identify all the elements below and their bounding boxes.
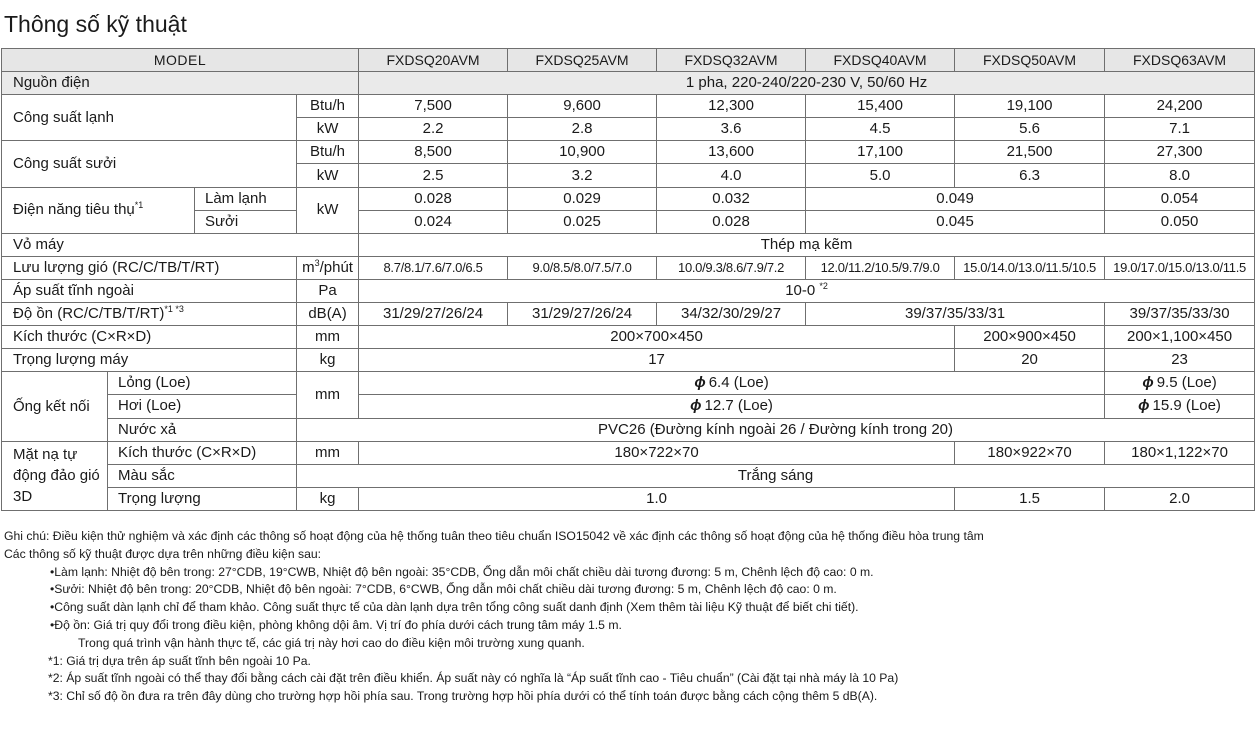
value-cell: 7,500 — [359, 95, 508, 118]
footnote-ref: *1 *3 — [164, 304, 184, 315]
value-cell: 8.7/8.1/7.6/7.0/6.5 — [359, 256, 508, 279]
page-title: Thông số kỹ thuật — [4, 11, 187, 37]
unit-cell: Btu/h — [297, 141, 359, 164]
unit-cell: Btu/h — [297, 95, 359, 118]
value-cell: 27,300 — [1105, 141, 1255, 164]
row-consumption-cool — [2, 187, 1255, 210]
value-cell: 4.5 — [806, 118, 955, 141]
cooling-capacity-label: Công suất lạnh — [2, 95, 297, 141]
value-cell: 39/37/35/33/31 — [806, 303, 1105, 326]
unit-cell: kg — [297, 487, 359, 510]
model-name: FXDSQ40AVM — [806, 49, 955, 72]
model-name: FXDSQ25AVM — [508, 49, 657, 72]
unit-cell: mm — [297, 441, 359, 464]
row-panel-weight — [2, 487, 1255, 510]
row-weight — [2, 349, 1255, 372]
model-name: FXDSQ50AVM — [955, 49, 1105, 72]
value-cell: 20 — [955, 349, 1105, 372]
unit-cell: kW — [297, 187, 359, 233]
unit-cell: mm — [297, 372, 359, 418]
footnote-ref: *2 — [819, 280, 828, 291]
unit-cell: kW — [297, 164, 359, 187]
note-line: •Công suất dàn lạnh chỉ để tham khảo. Công suất thực tế của dàn lạnh dựa trên tổng công suất danh định (Xem thêm tài liệu Kỹ thuật để biết chi tiết). — [50, 600, 859, 615]
value-cell: 1.0 — [359, 487, 955, 510]
unit-cell — [297, 256, 359, 279]
value-cell: 200×700×450 — [359, 326, 955, 349]
gas-sub-label: Hơi (Loe) — [108, 395, 297, 418]
value-cell: 2.2 — [359, 118, 508, 141]
note-line: *2: Áp suất tĩnh ngoài có thể thay đổi bằng cách cài đặt trên điều khiển. Áp suất này có nghĩa là “Áp suất tĩnh cao - Tiêu chuẩn” (Cài đặt tại nhà máy là 10 Pa) — [48, 671, 899, 686]
value-cell — [359, 372, 1105, 395]
piping-label: Ống kết nối — [2, 372, 108, 441]
unit-cell: kg — [297, 349, 359, 372]
panel-label: Mặt nạ tự động đảo gió 3D — [2, 441, 108, 510]
value-cell: 19.0/17.0/15.0/13.0/11.5 — [1105, 256, 1255, 279]
noise-label — [2, 303, 297, 326]
power-source-value: 1 pha, 220-240/220-230 V, 50/60 Hz — [359, 72, 1255, 95]
value-cell: 17 — [359, 349, 955, 372]
heating-sub-label: Sưởi — [195, 210, 297, 233]
value-cell: 0.054 — [1105, 187, 1255, 210]
row-panel-dimensions — [2, 441, 1255, 464]
model-name: FXDSQ20AVM — [359, 49, 508, 72]
row-dimensions — [2, 326, 1255, 349]
value-cell: 2.8 — [508, 118, 657, 141]
value-cell: 0.032 — [657, 187, 806, 210]
value-cell: 3.6 — [657, 118, 806, 141]
value-cell: 21,500 — [955, 141, 1105, 164]
value-text: 6.4 (Loe) — [708, 374, 769, 392]
row-heating-btu — [2, 141, 1255, 164]
value-cell: 0.028 — [359, 187, 508, 210]
value-cell: 0.049 — [806, 187, 1105, 210]
value-cell: 23 — [1105, 349, 1255, 372]
diameter-icon: ϕ — [1142, 374, 1154, 392]
unit-cell: kW — [297, 118, 359, 141]
note-line: Trong quá trình vận hành thực tế, các giá trị này hơi cao do điều kiện môi trường xung quanh. — [78, 635, 585, 650]
row-piping-liquid — [2, 372, 1255, 395]
panel-weight-sub-label: Trọng lượng — [108, 487, 297, 510]
model-header: MODEL — [2, 49, 359, 72]
drain-sub-label: Nước xả — [108, 418, 297, 441]
value-cell — [359, 395, 1105, 418]
value-cell: 3.2 — [508, 164, 657, 187]
cooling-sub-label: Làm lạnh — [195, 187, 297, 210]
value-cell: 7.1 — [1105, 118, 1255, 141]
note-line: •Sưởi: Nhiệt độ bên trong: 20°CDB, Nhiệt độ bên ngoài: 7°CDB, 6°CWB, Ống dẫn môi chất chiều dài tương đương: 5 m, Chênh lệch độ cao: 0 m. — [50, 582, 837, 597]
unit-cell: mm — [297, 326, 359, 349]
value-cell: 13,600 — [657, 141, 806, 164]
diameter-icon: ϕ — [690, 397, 702, 415]
value-cell: 5.0 — [806, 164, 955, 187]
diameter-icon: ϕ — [1138, 397, 1150, 415]
static-pressure-value — [359, 279, 1255, 302]
value-cell: 0.045 — [806, 210, 1105, 233]
static-pressure-label: Áp suất tĩnh ngoài — [2, 279, 297, 302]
casing-value: Thép mạ kẽm — [359, 233, 1255, 256]
value-cell: 0.028 — [657, 210, 806, 233]
note-line: *3: Chỉ số độ ồn đưa ra trên đây dùng cho trường hợp hồi phía sau. Trong trường hợp hồi phía dưới có thể tính toán được bằng cách cộng thêm 5 dB(A). — [48, 689, 878, 704]
row-cooling-btu — [2, 95, 1255, 118]
value-cell — [1105, 372, 1255, 395]
note-line: •Độ ồn: Giá trị quy đổi trong điều kiện, phòng không dội âm. Vị trí đo phía dưới cách trung tâm máy 1.5 m. — [50, 617, 622, 632]
model-name: FXDSQ32AVM — [657, 49, 806, 72]
unit-cell: Pa — [297, 279, 359, 302]
row-piping-drain — [2, 418, 1255, 441]
unit-cell: dB(A) — [297, 303, 359, 326]
value-cell: 39/37/35/33/30 — [1105, 303, 1255, 326]
unit-superscript: 3 — [314, 257, 320, 268]
value-cell: 0.029 — [508, 187, 657, 210]
diameter-icon: ϕ — [694, 374, 706, 392]
value-cell: 8,500 — [359, 141, 508, 164]
power-consumption-text: Điện năng tiêu thụ — [13, 201, 135, 219]
spec-table — [1, 48, 1255, 511]
value-cell: 34/32/30/29/27 — [657, 303, 806, 326]
notes-section — [4, 528, 1254, 706]
heating-capacity-label: Công suất sưởi — [2, 141, 297, 187]
value-cell: Trắng sáng — [297, 464, 1255, 487]
weight-label: Trọng lượng máy — [2, 349, 297, 372]
header-row — [2, 49, 1255, 72]
value-cell: 8.0 — [1105, 164, 1255, 187]
model-name: FXDSQ63AVM — [1105, 49, 1255, 72]
value-cell: 10,900 — [508, 141, 657, 164]
value-cell: 180×922×70 — [955, 441, 1105, 464]
value-cell: 1.5 — [955, 487, 1105, 510]
value-cell: 0.025 — [508, 210, 657, 233]
value-text: 9.5 (Loe) — [1156, 374, 1217, 392]
value-cell: 4.0 — [657, 164, 806, 187]
unit-text: /phút — [319, 258, 353, 276]
value-text: 12.7 (Loe) — [704, 397, 773, 415]
value-cell: 19,100 — [955, 95, 1105, 118]
power-source-label: Nguồn điện — [2, 72, 359, 95]
value-cell: 12.0/11.2/10.5/9.7/9.0 — [806, 256, 955, 279]
note-line: Ghi chú: Điều kiện thử nghiệm và xác định các thông số hoạt động của hệ thống tuân theo tiêu chuẩn ISO15042 về xác định các thông số hoạt động của hệ thống điều hòa trung tâm — [4, 529, 984, 543]
value-cell: 31/29/27/26/24 — [359, 303, 508, 326]
value-cell: 24,200 — [1105, 95, 1255, 118]
value-cell: 200×900×450 — [955, 326, 1105, 349]
note-line: *1: Giá trị dựa trên áp suất tĩnh bên ngoài 10 Pa. — [48, 653, 311, 668]
value-cell: 10.0/9.3/8.6/7.9/7.2 — [657, 256, 806, 279]
dimensions-label: Kích thước (C×R×D) — [2, 326, 297, 349]
value-cell: 2.5 — [359, 164, 508, 187]
value-cell: 31/29/27/26/24 — [508, 303, 657, 326]
value-cell — [1105, 395, 1255, 418]
value-cell: 0.024 — [359, 210, 508, 233]
footnote-ref: *1 — [134, 200, 144, 211]
value-cell: 2.0 — [1105, 487, 1255, 510]
noise-text: Độ ồn (RC/C/TB/T/RT) — [13, 305, 165, 323]
row-static-pressure — [2, 279, 1255, 302]
row-power-source — [2, 72, 1255, 95]
panel-dim-sub-label: Kích thước (C×R×D) — [108, 441, 297, 464]
value-cell: 9,600 — [508, 95, 657, 118]
casing-label: Vỏ máy — [2, 233, 359, 256]
row-casing — [2, 233, 1255, 256]
value-cell: 180×1,122×70 — [1105, 441, 1255, 464]
row-piping-gas — [2, 395, 1255, 418]
note-line: Các thông số kỹ thuật được dựa trên những điều kiện sau: — [4, 546, 322, 561]
row-panel-color — [2, 464, 1255, 487]
value-cell: 200×1,100×450 — [1105, 326, 1255, 349]
value-cell: 180×722×70 — [359, 441, 955, 464]
value-cell: 15,400 — [806, 95, 955, 118]
value-cell: PVC26 (Đường kính ngoài 26 / Đường kính trong 20) — [297, 418, 1255, 441]
power-consumption-label — [2, 187, 195, 233]
value-cell: 6.3 — [955, 164, 1105, 187]
value-cell: 12,300 — [657, 95, 806, 118]
value-cell: 15.0/14.0/13.0/11.5/10.5 — [955, 256, 1105, 279]
unit-text: m — [302, 258, 315, 276]
row-airflow — [2, 256, 1255, 279]
value-text: 15.9 (Loe) — [1152, 397, 1221, 415]
note-line: •Làm lạnh: Nhiệt độ bên trong: 27°CDB, 19°CWB, Nhiệt độ bên ngoài: 35°CDB, Ống dẫn môi chất chiều dài tương đương: 5 m, Chênh lệch độ cao: 0 m. — [50, 564, 874, 579]
value-cell: 0.050 — [1105, 210, 1255, 233]
airflow-label: Lưu lượng gió (RC/C/TB/T/RT) — [2, 256, 297, 279]
panel-color-sub-label: Màu sắc — [108, 464, 297, 487]
value-cell: 9.0/8.5/8.0/7.5/7.0 — [508, 256, 657, 279]
value-cell: 5.6 — [955, 118, 1105, 141]
value-cell: 17,100 — [806, 141, 955, 164]
row-noise — [2, 303, 1255, 326]
liquid-sub-label: Lỏng (Loe) — [108, 372, 297, 395]
value-text: 10-0 — [785, 281, 816, 299]
